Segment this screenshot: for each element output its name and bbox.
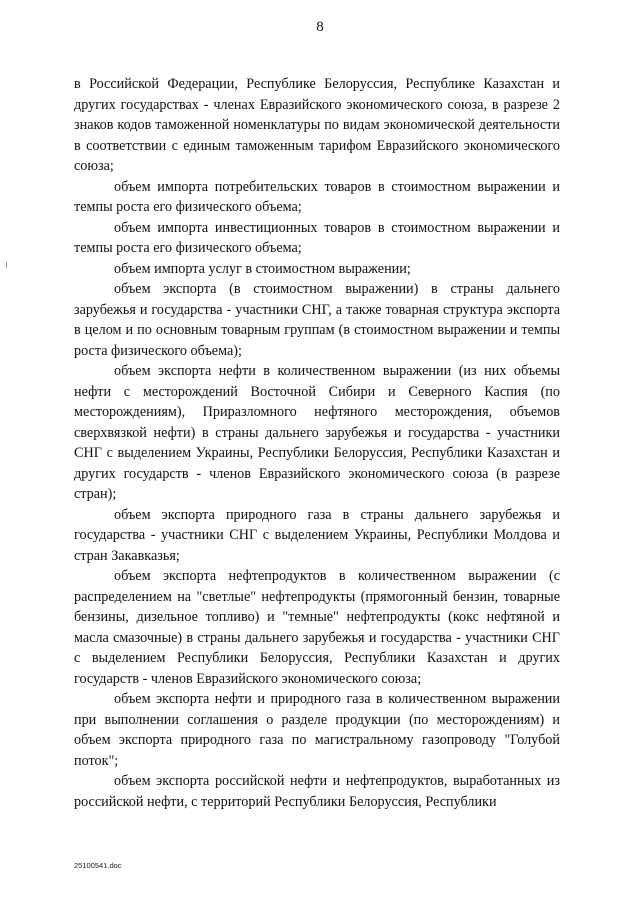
- paragraph-oil-export: объем экспорта нефти в количественном выражении (из них объемы нефти с месторождений Восточной Сибири и Северного Каспия (по месторождениям), Приразломного нефтяного месторождения, объемов сверхвязкой нефти) в страны дальнего зарубежья и государства - участники СНГ с выделением Украины, Республики Белоруссия, Республики Казахстан и других государств - членов Евразийского экономического союза (в разрезе стран);: [74, 363, 560, 502]
- paragraph-services-imports: объем импорта услуг в стоимостном выражении;: [114, 260, 411, 277]
- page-number: 8: [316, 19, 324, 35]
- paragraph-petroleum-products-export: объем экспорта нефтепродуктов в количественном выражении (с распределением на "светлые" нефтепродукты (прямогонный бензин, товарные бензины, дизельное топливо) и "темные" нефтепродукты (кокс нефтяной и масла смазочные) в страны дальнего зарубежья и государства - участники СНГ с выделением Республики Белоруссия, Республики Казахстан и других государств - членов Евразийского экономического союза;: [74, 568, 560, 687]
- paragraph-continuation: в Российской Федерации, Республике Белоруссия, Республике Казахстан и других государствах - членах Евразийского экономического союза, в разрезе 2 знаков кодов таможенной номенклатуры по видам экономической деятельности в соответствии с единым таможенным тарифом Евразийского экономического союза;: [74, 76, 560, 174]
- margin-mark: [6, 262, 7, 268]
- paragraph-investment-imports: объем импорта инвестиционных товаров в стоимостном выражении и темпы роста его физического объема;: [74, 219, 560, 256]
- document-body: [74, 74, 560, 812]
- paragraph-psa-export: объем экспорта нефти и природного газа в количественном выражении при выполнении соглашения о разделе продукции (по месторождениям) и объем экспорта природного газа по магистральному газопроводу "Голубой поток";: [74, 691, 560, 769]
- footer-file-code: 25100541.doc: [74, 861, 122, 870]
- paragraph-consumer-imports: объем импорта потребительских товаров в стоимостном выражении и темпы роста его физического объема;: [74, 178, 560, 215]
- paragraph-gas-export: объем экспорта природного газа в страны дальнего зарубежья и государства - участники СНГ с выделением Украины, Республики Молдова и стран Закавказья;: [74, 506, 560, 564]
- paragraph-russian-oil-export: объем экспорта российской нефти и нефтепродуктов, выработанных из российской нефти, с территорий Республики Белоруссия, Республики: [74, 773, 560, 810]
- paragraph-export-value: объем экспорта (в стоимостном выражении) в страны дальнего зарубежья и государства - участники СНГ, а также товарная структура экспорта в целом и по основным товарным группам (в стоимостном выражении и темпы роста физического объема);: [74, 281, 560, 359]
